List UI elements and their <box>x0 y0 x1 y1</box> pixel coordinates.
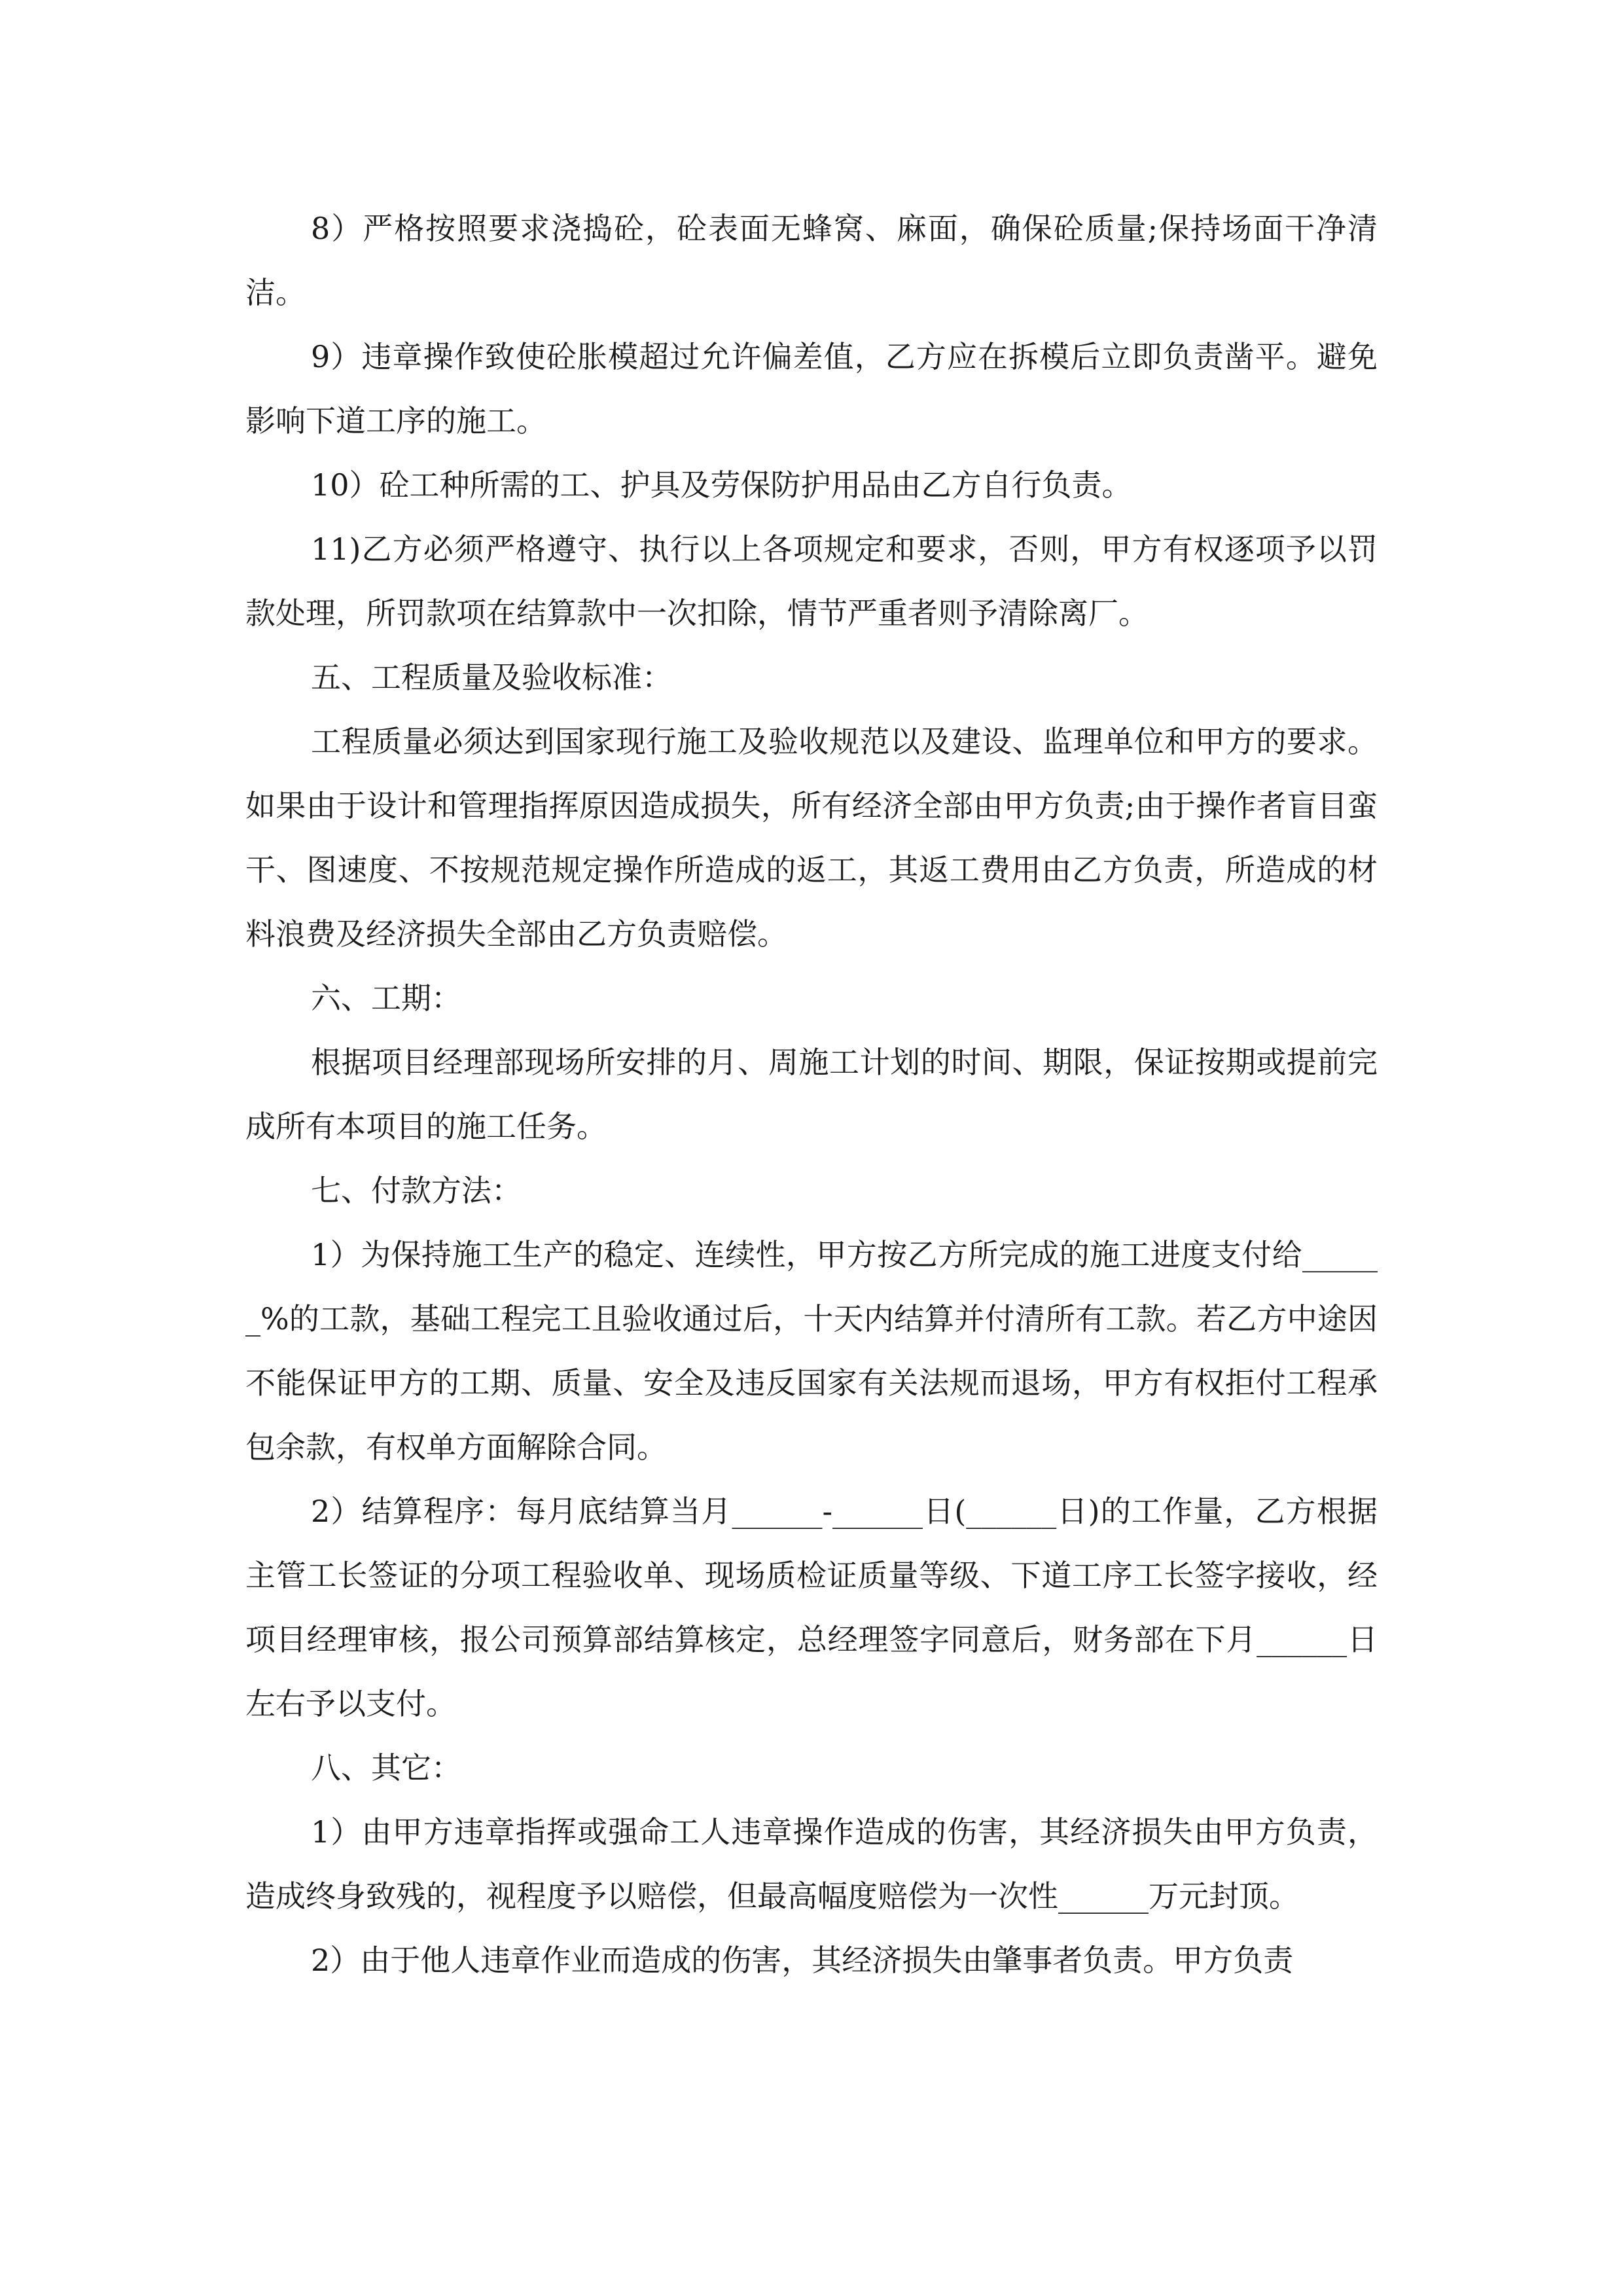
section-heading-quality: 五、工程质量及验收标准： <box>311 660 672 695</box>
clause-11: 11)乙方必须严格遵守、执行以上各项规定和要求，否则，甲方有权逐项予以罚款处理，所罚款项在结算款中一次扣除，情节严重者则予清除离厂。 <box>245 531 1378 631</box>
other-clause-1: 1）由甲方违章指挥或强命工人违章操作造成的伤害，其经济损失由甲方负责，造成终身致残的，视程度予以赔偿，但最高幅度赔偿为一次性______万元封顶。 <box>245 1814 1378 1914</box>
other-clause-2: 2）由于他人违章作业而造成的伤害，其经济损失由肇事者负责。甲方负责 <box>311 1943 1294 1978</box>
payment-clause-2: 2）结算程序：每月底结算当月______-______日(______日)的工作量，乙方根据主管工长签证的分项工程验收单、现场质检证质量等级、下道工序工长签字接收，经项目经理审核，报公司预算部结算核定，总经理签字同意后，财务部在下月______日左右予以支付。 <box>245 1494 1378 1721</box>
section-heading-schedule: 六、工期： <box>311 980 461 1016</box>
payment-clause-1: 1）为保持施工生产的稳定、连续性，甲方按乙方所完成的施工进度支付给______%的工款，基础工程完工且验收通过后，十天内结算并付清所有工款。若乙方中途因不能保证甲方的工期、质量、安全及违反国家有关法规而退场，甲方有权拒付工程承包余款，有权单方面解除合同。 <box>245 1237 1378 1465</box>
clause-10: 10）砼工种所需的工、护具及劳保防护用品由乙方自行负责。 <box>311 467 1132 503</box>
section-heading-payment: 七、付款方法： <box>311 1173 522 1208</box>
quality-paragraph: 工程质量必须达到国家现行施工及验收规范以及建设、监理单位和甲方的要求。如果由于设计和管理指挥原因造成损失，所有经济全部由甲方负责;由于操作者盲目蛮干、图速度、不按规范规定操作所造成的返工，其返工费用由乙方负责，所造成的材料浪费及经济损失全部由乙方负责赔偿。 <box>245 724 1378 952</box>
schedule-paragraph: 根据项目经理部现场所安排的月、周施工计划的时间、期限，保证按期或提前完成所有本项目的施工任务。 <box>245 1045 1378 1144</box>
document-page <box>245 196 1378 1992</box>
clause-8: 8）严格按照要求浇捣砼，砼表面无蜂窝、麻面，确保砼质量;保持场面干净清洁。 <box>245 211 1378 310</box>
section-heading-other: 八、其它： <box>311 1750 461 1785</box>
clause-9: 9）违章操作致使砼胀模超过允许偏差值，乙方应在拆模后立即负责凿平。避免影响下道工序的施工。 <box>245 339 1378 439</box>
